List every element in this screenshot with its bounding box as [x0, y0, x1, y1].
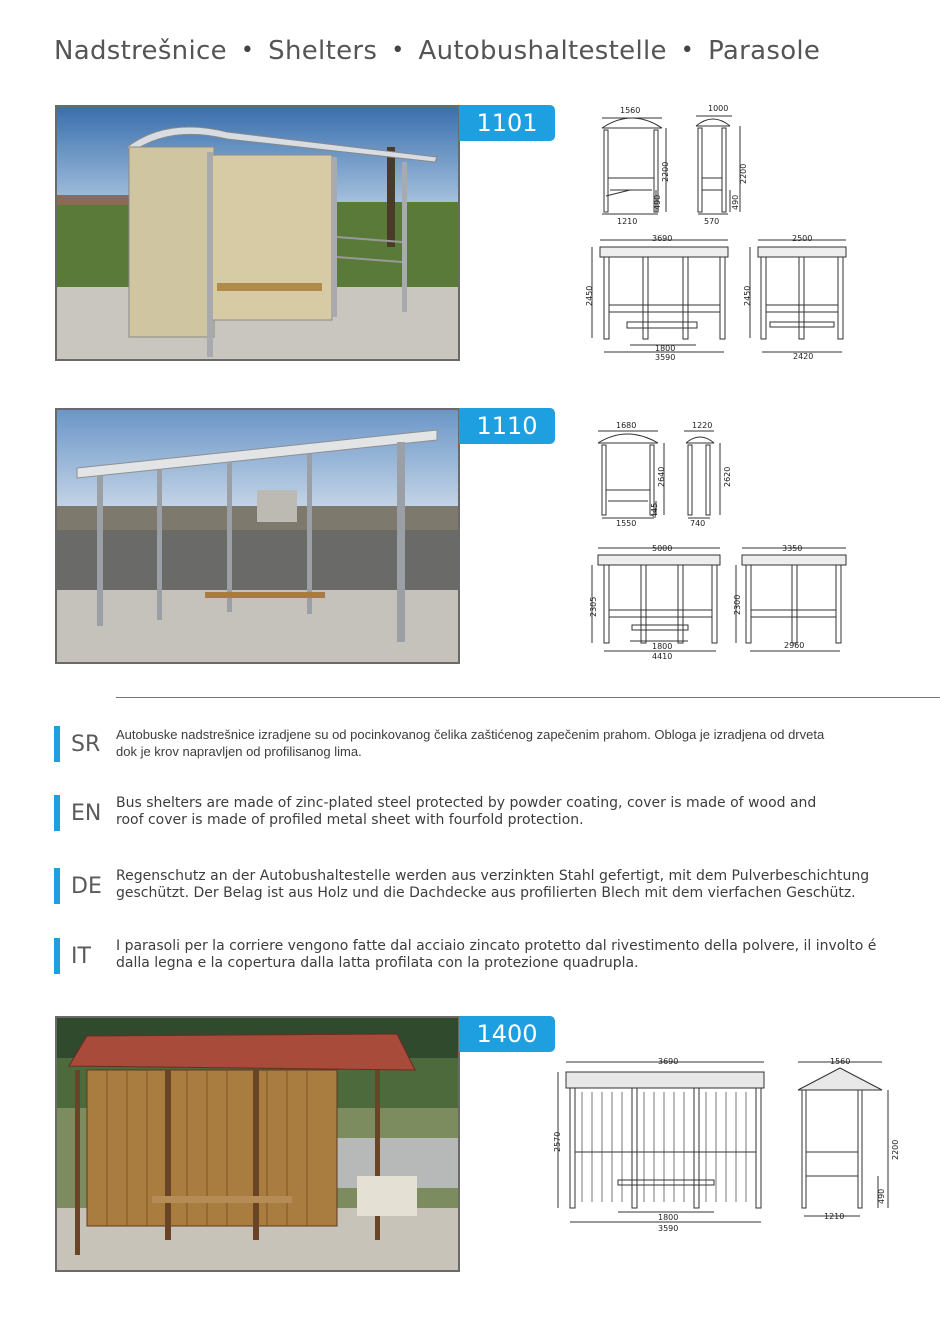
- dim-width-top: 5000: [652, 544, 673, 553]
- title-part-en: Shelters: [268, 36, 378, 66]
- accent-bar: [54, 795, 60, 831]
- dim-width-top: 1000: [708, 104, 729, 113]
- shelter-photo-image: [57, 1018, 458, 1270]
- description-text: Bus shelters are made of zinc-plated steel protected by powder coating, cover is made of wood and roof cover is made of profiled metal sheet with fourfold protection.: [116, 795, 817, 828]
- title-part-sr: Nadstrešnice: [54, 36, 227, 66]
- dim-width-top: 3350: [782, 544, 803, 553]
- title-part-de: Autobushaltestelle: [418, 36, 667, 66]
- description-text: I parasoli per la corriere vengono fatte dal acciaio zincato protetto dal rivestimento della polvere, il involto é dalla legna e la copertura dalla latta profilata con la protezione quadrupla.: [116, 938, 877, 971]
- dim-height: 2640: [657, 466, 666, 487]
- dim-base: 570: [704, 217, 720, 226]
- section-divider: [116, 697, 940, 698]
- product-photo-1101: [55, 105, 460, 361]
- dim-base: 2420: [793, 352, 814, 361]
- dim-height: 2570: [553, 1131, 562, 1152]
- technical-drawing-1400: [548, 1052, 918, 1242]
- dim-base: 3590: [655, 353, 676, 362]
- dim-base: 740: [690, 519, 706, 528]
- dim-bench-height: 490: [653, 194, 662, 210]
- product-code-tag: 1400: [459, 1016, 555, 1052]
- dim-bench-length: 1800: [658, 1213, 679, 1222]
- dim-base: 2960: [784, 641, 805, 650]
- product-code-tag: 1101: [459, 105, 555, 141]
- dim-height: 2200: [661, 161, 670, 182]
- dim-width-top: 1220: [692, 421, 713, 430]
- dim-width-top: 1560: [620, 106, 641, 115]
- dim-bench-length: 1800: [655, 344, 676, 353]
- dim-height: 2200: [739, 163, 748, 184]
- accent-bar: [54, 726, 60, 762]
- page-title: [54, 36, 820, 66]
- product-photo-1110: [55, 408, 460, 664]
- dim-base: 1550: [616, 519, 637, 528]
- description-text: Regenschutz an der Autobushaltestelle werden aus verzinkten Stahl gefertigt, mit dem Pulverbeschichtung geschützt. Der Belag ist aus Holz und die Dachdecke aus profilierten Blech mit dem vierfachen Geschütz.: [116, 868, 870, 901]
- product-photo-1400: [55, 1016, 460, 1272]
- language-code: IT: [71, 944, 91, 969]
- description-text: Autobuske nadstrešnice izradjene su od pocinkovanog čelika zaštićenog zapečenim prahom. Obloga je izradjena od drveta dok je krov napravljen od profilisanog lima.: [116, 727, 825, 759]
- bullet-separator: •: [680, 38, 695, 63]
- dim-bench-height: 490: [877, 1188, 886, 1204]
- technical-drawing-1101: [580, 100, 860, 370]
- technical-drawing-1110: [580, 415, 860, 665]
- language-code: SR: [71, 732, 101, 757]
- dim-height: 2300: [733, 594, 742, 615]
- accent-bar: [54, 868, 60, 904]
- dim-bench-length: 1800: [652, 642, 673, 651]
- dim-width-top: 1560: [830, 1057, 851, 1066]
- dim-base: 4410: [652, 652, 673, 661]
- dim-base: 3590: [658, 1224, 679, 1233]
- dim-height: 2200: [891, 1139, 900, 1160]
- accent-bar: [54, 938, 60, 974]
- dim-height: 2620: [723, 466, 732, 487]
- dim-width-top: 1680: [616, 421, 637, 430]
- language-code: EN: [71, 801, 102, 826]
- dim-height: 2305: [589, 596, 598, 617]
- dim-width-top: 3690: [658, 1057, 679, 1066]
- shelter-photo-image: [57, 410, 458, 662]
- dim-width-top: 3690: [652, 234, 673, 243]
- dim-base: 1210: [824, 1212, 845, 1221]
- language-code: DE: [71, 874, 102, 899]
- bullet-separator: •: [391, 38, 405, 63]
- dim-bench-height: 445: [650, 502, 659, 518]
- dim-base: 1210: [617, 217, 638, 226]
- dim-height: 2450: [585, 285, 594, 306]
- dim-width-top: 2500: [792, 234, 813, 243]
- product-code-tag: 1110: [459, 408, 555, 444]
- dim-height: 2450: [743, 285, 752, 306]
- bullet-separator: •: [240, 38, 255, 63]
- shelter-photo-image: [57, 107, 458, 359]
- title-part-it: Parasole: [708, 36, 821, 66]
- dim-bench-height: 490: [731, 194, 740, 210]
